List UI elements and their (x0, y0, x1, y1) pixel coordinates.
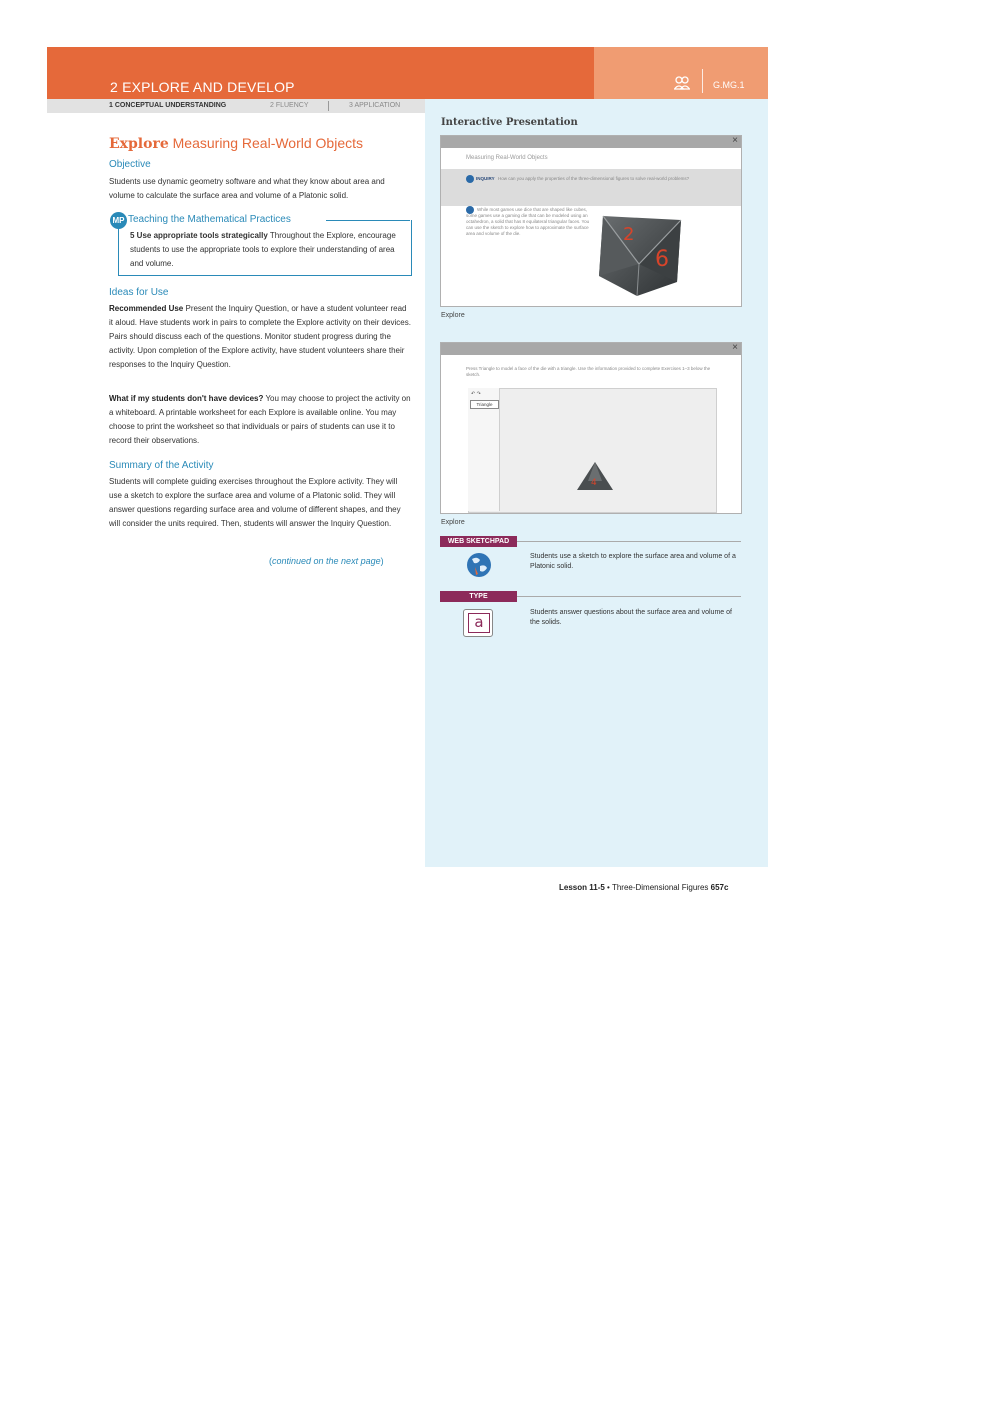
inquiry-label: INQUIRY (476, 176, 495, 181)
mp-title: Teaching the Mathematical Practices (128, 214, 291, 225)
section-header (47, 47, 594, 99)
mp-title-rule (326, 220, 410, 221)
continued-close-paren: ) (380, 556, 384, 566)
recommended-use-text: Present the Inquiry Question, or have a student volunteer read it aloud. Have students work in pairs to complete the Explore activity on their devices. Pairs should discuss each of the questions. Monitor student progress during the activity. Upon completion of the Explore activity, have student volunteers share their responses to the Inquiry Question. (109, 304, 411, 369)
continued-text: continued on the next page (272, 556, 381, 566)
ideas-paragraph-2 (109, 392, 411, 448)
tab-conceptual-understanding[interactable]: 1 CONCEPTUAL UNDERSTANDING (109, 102, 227, 109)
screen-2 (440, 342, 742, 514)
continued-open-paren: ( (269, 556, 272, 566)
screen-1-heading: Measuring Real-World Objects (466, 155, 548, 161)
objective-text: Students use dynamic geometry software and what they know about area and volume to calculate the surface area and volume of a Platonic solid. (109, 177, 385, 200)
octahedron-die-image (593, 212, 687, 296)
type-rule (517, 596, 741, 597)
footer-page: 657c (710, 883, 729, 892)
triangle-die-face (576, 461, 614, 491)
explore-lead: Explore (109, 136, 169, 152)
recommended-use-lead: Recommended Use (109, 304, 184, 313)
tab-application[interactable]: 3 APPLICATION (349, 102, 401, 109)
standard-code: G.MG.1 (713, 80, 745, 90)
web-sketchpad-rule (517, 541, 741, 542)
section-title: 2 EXPLORE AND DEVELOP (110, 79, 295, 95)
mp-lead: 5 Use appropriate tools strategically (130, 231, 268, 240)
screen-1-titlebar (441, 136, 741, 148)
type-glyph: a (468, 613, 490, 633)
screen-1-caption: Explore (441, 312, 465, 319)
explore-title (109, 135, 363, 152)
web-sketchpad-icon[interactable] (465, 551, 493, 579)
type-icon[interactable] (463, 609, 493, 637)
mp-text (130, 229, 400, 271)
objective-heading: Objective (109, 159, 151, 170)
continued-note (269, 556, 384, 566)
svg-text:2: 2 (623, 224, 635, 245)
sketch-area[interactable] (468, 388, 717, 513)
summary-text: Students will complete guiding exercises throughout the Explore activity. They will use a sketch to explore the surface area and volume of a Platonic solid. They will answer questions regarding surface area and volume of different shapes, and they will consider the units required. Then, students will answer the Inquiry Question. (109, 477, 401, 528)
footer-sep: • (607, 883, 610, 892)
svg-text:4: 4 (591, 478, 597, 488)
interactive-title: Interactive Presentation (441, 117, 578, 128)
header-divider (702, 69, 703, 93)
ideas-paragraph-1 (109, 302, 411, 372)
screen-1 (440, 135, 742, 307)
tab-divider (328, 101, 329, 111)
undo-redo-icons[interactable]: ↶ ↷ (471, 391, 481, 397)
summary-heading: Summary of the Activity (109, 460, 214, 471)
screen-2-caption: Explore (441, 519, 465, 526)
tab-fluency[interactable]: 2 FLUENCY (270, 102, 309, 109)
inquiry-band (441, 169, 741, 206)
no-devices-lead: What if my students don't have devices? (109, 394, 264, 403)
standard-header (594, 47, 768, 99)
type-text: Students answer questions about the surface area and volume of the solids. (530, 609, 732, 626)
web-sketchpad-text: Students use a sketch to explore the surface area and volume of a Platonic solid. (530, 553, 736, 570)
footer-chapter: Three-Dimensional Figures (611, 883, 709, 892)
inquiry-question: How can you apply the properties of the three-dimensional figures to solve real-world problems? (498, 176, 690, 181)
web-sketchpad-tag: WEB SKETCHPAD (440, 536, 517, 547)
svg-text:6: 6 (655, 247, 669, 272)
explore-name: Measuring Real-World Objects (172, 135, 364, 151)
mp-body: Throughout the Explore, encourage students to use the appropriate tools to explore their understanding of area and volume. (130, 231, 396, 268)
screen-2-titlebar (441, 343, 741, 355)
group-icon (674, 76, 690, 90)
mp-badge-icon: MP (110, 212, 127, 229)
triangle-button[interactable]: Triangle (470, 400, 499, 409)
progression-tabs (47, 99, 425, 113)
screen-2-instruction: Press Triangle to model a face of the die with a triangle. Use the information provided to complete Exercises 1–3 below the sketch. (466, 366, 711, 377)
ideas-heading: Ideas for Use (109, 287, 169, 298)
close-icon[interactable]: × (732, 135, 738, 146)
close-icon[interactable]: × (732, 342, 738, 353)
type-tag: TYPE (440, 591, 517, 602)
screen-1-body: While most games use dice that are shaped like cubes, some games use a gaming die that can be modeled using an octahedron, a solid that has 8 equilateral triangular faces. You can use the sketch to explore how to approximate the surface area and volume of the die. (466, 207, 590, 236)
page-footer (559, 883, 728, 892)
footer-lesson: Lesson 11-5 (559, 883, 605, 892)
no-devices-text: You may choose to project the activity on a whiteboard. A printable worksheet for each Explore is available online. You may choose to print the worksheet so that individuals or pairs of students can use it to record their observations. (109, 394, 411, 445)
